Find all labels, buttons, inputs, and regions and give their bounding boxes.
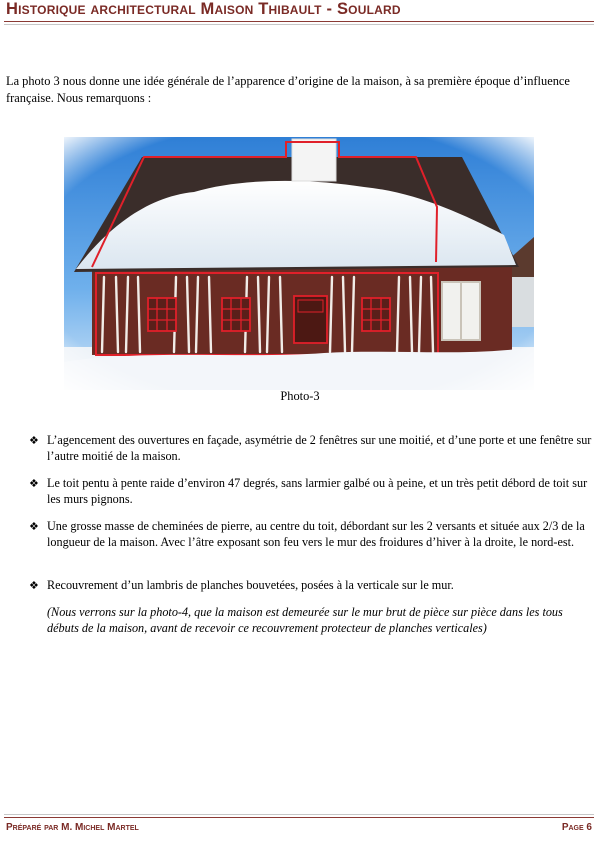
photo-caption: Photo-3 bbox=[280, 389, 320, 403]
page-number: Page 6 bbox=[561, 822, 592, 833]
diamond-bullet-icon: ❖ bbox=[29, 434, 39, 447]
footer-divider-secondary bbox=[4, 814, 594, 815]
footer-author: Préparé par M. Michel Martel bbox=[6, 822, 139, 833]
footer-divider bbox=[4, 817, 594, 818]
diamond-bullet-icon: ❖ bbox=[29, 520, 39, 533]
intro-paragraph: La photo 3 nous donne une idée générale de l’apparence d’origine de la maison, à sa première époque d’influence française. Nous remarquons : bbox=[6, 74, 570, 105]
house-photo bbox=[64, 137, 534, 390]
header-divider-secondary bbox=[4, 24, 594, 25]
diamond-bullet-icon: ❖ bbox=[29, 579, 39, 592]
header-divider bbox=[4, 21, 594, 22]
page-header-title: Historique architectural Maison Thibault - Soulard bbox=[6, 0, 401, 18]
diamond-bullet-icon: ❖ bbox=[29, 477, 39, 490]
italic-note: (Nous verrons sur la photo-4, que la maison est demeurée sur le mur brut de pièce sur pièce dans les tous débuts de la maison, avant de recevoir ce recouvrement protecteur de planches verticales) bbox=[47, 605, 563, 635]
list-item-text: Une grosse masse de cheminées de pierre, au centre du toit, débordant sur les 2 versants et située aux 2/3 de la longueur de la maison. Avec l’âtre exposant son feu vers le mur des froidures d’hiver à la droite, le nord-est. bbox=[47, 519, 585, 549]
list-item-text: Le toit pentu à pente raide d’environ 47 degrés, sans larmier galbé ou à peine, et un très petit débord de toit sur les murs pignons. bbox=[47, 476, 588, 506]
list-item-text: L’agencement des ouvertures en façade, asymétrie de 2 fenêtres sur une moitié, et d’une porte et une fenêtre sur l’autre moitié de la maison. bbox=[47, 433, 592, 463]
list-item-text: Recouvrement d’un lambris de planches bouvetées, posées à la verticale sur le mur. bbox=[47, 578, 454, 592]
